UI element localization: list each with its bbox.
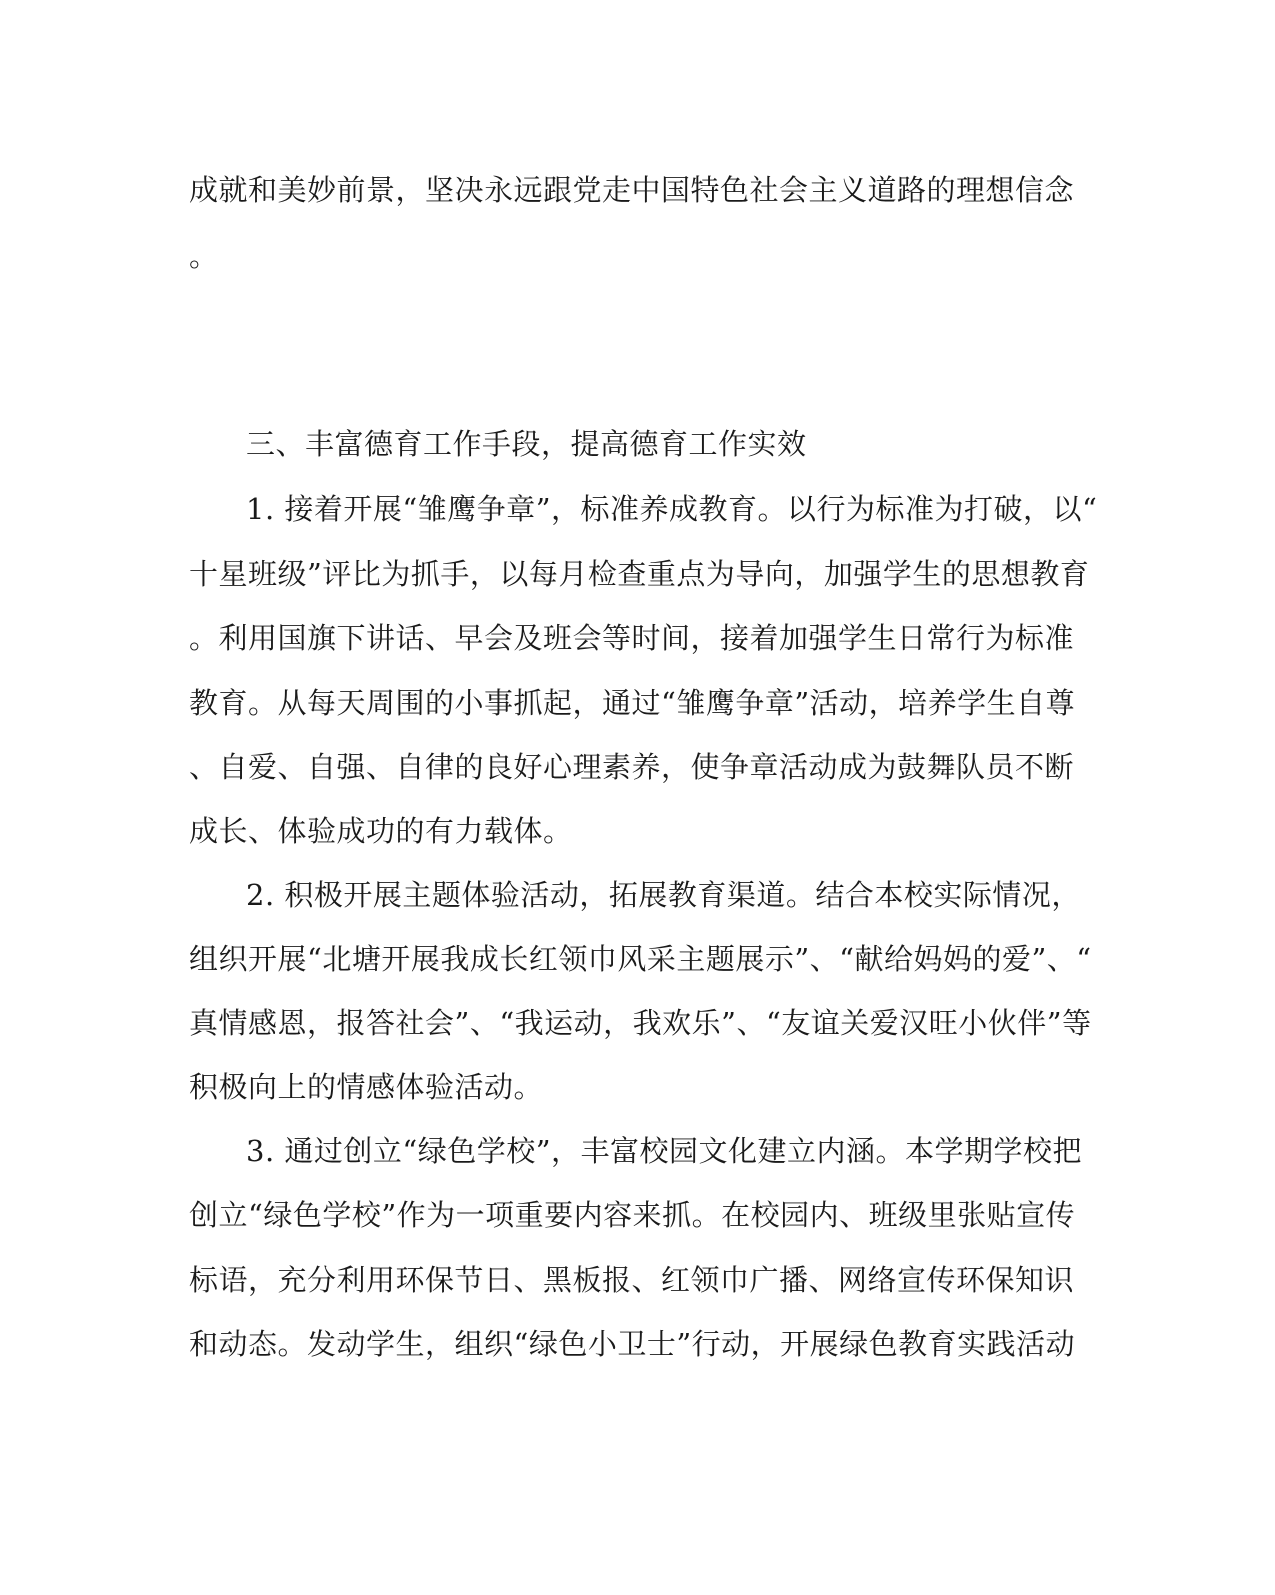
text-line: 1. 接着开展“雏鹰争章”，标准养成教育。以行为标准为打破，以“ [246,492,1098,526]
text-line: 积极向上的情感体验活动。 [189,1070,544,1104]
text-line: 和动态。发动学生，组织“绿色小卫士”行动，开展绿色教育实践活动 [189,1327,1076,1361]
text-line: 十星班级”评比为抓手，以每月检查重点为导向，加强学生的思想教育 [189,557,1090,591]
text-line: 成长、体验成功的有力载体。 [189,814,573,848]
text-line: 。利用国旗下讲话、早会及班会等时间，接着加强学生日常行为标准 [189,621,1075,655]
section-heading: 三、丰富德育工作手段，提高德育工作实效 [246,427,807,461]
text-line: 教育。从每天周围的小事抓起，通过“雏鹰争章”活动，培养学生自尊 [189,686,1076,720]
text-line: 、自爱、自强、自律的良好心理素养，使争章活动成为鼓舞队员不断 [189,750,1075,784]
text-line: 3. 通过创立“绿色学校”，丰富校园文化建立内涵。本学期学校把 [246,1134,1083,1168]
text-line: 真情感恩，报答社会”、“我运动，我欢乐”、“友谊关爱汉旺小伙伴”等 [189,1006,1092,1040]
text-line: 组织开展“北塘开展我成长红领巾风采主题展示”、“献给妈妈的爱”、“ [189,942,1092,976]
text-line: 2. 积极开展主题体验活动，拓展教育渠道。结合本校实际情况， [246,878,1081,912]
text-line: 。 [189,239,219,273]
text-line: 创立“绿色学校”作为一项重要内容来抓。在校园内、班级里张贴宣传 [189,1198,1076,1232]
text-line: 标语，充分利用环保节日、黑板报、红领巾广播、网络宣传环保知识 [189,1263,1075,1297]
text-line: 成就和美妙前景，坚决永远跟党走中国特色社会主义道路的理想信念 [189,173,1075,207]
